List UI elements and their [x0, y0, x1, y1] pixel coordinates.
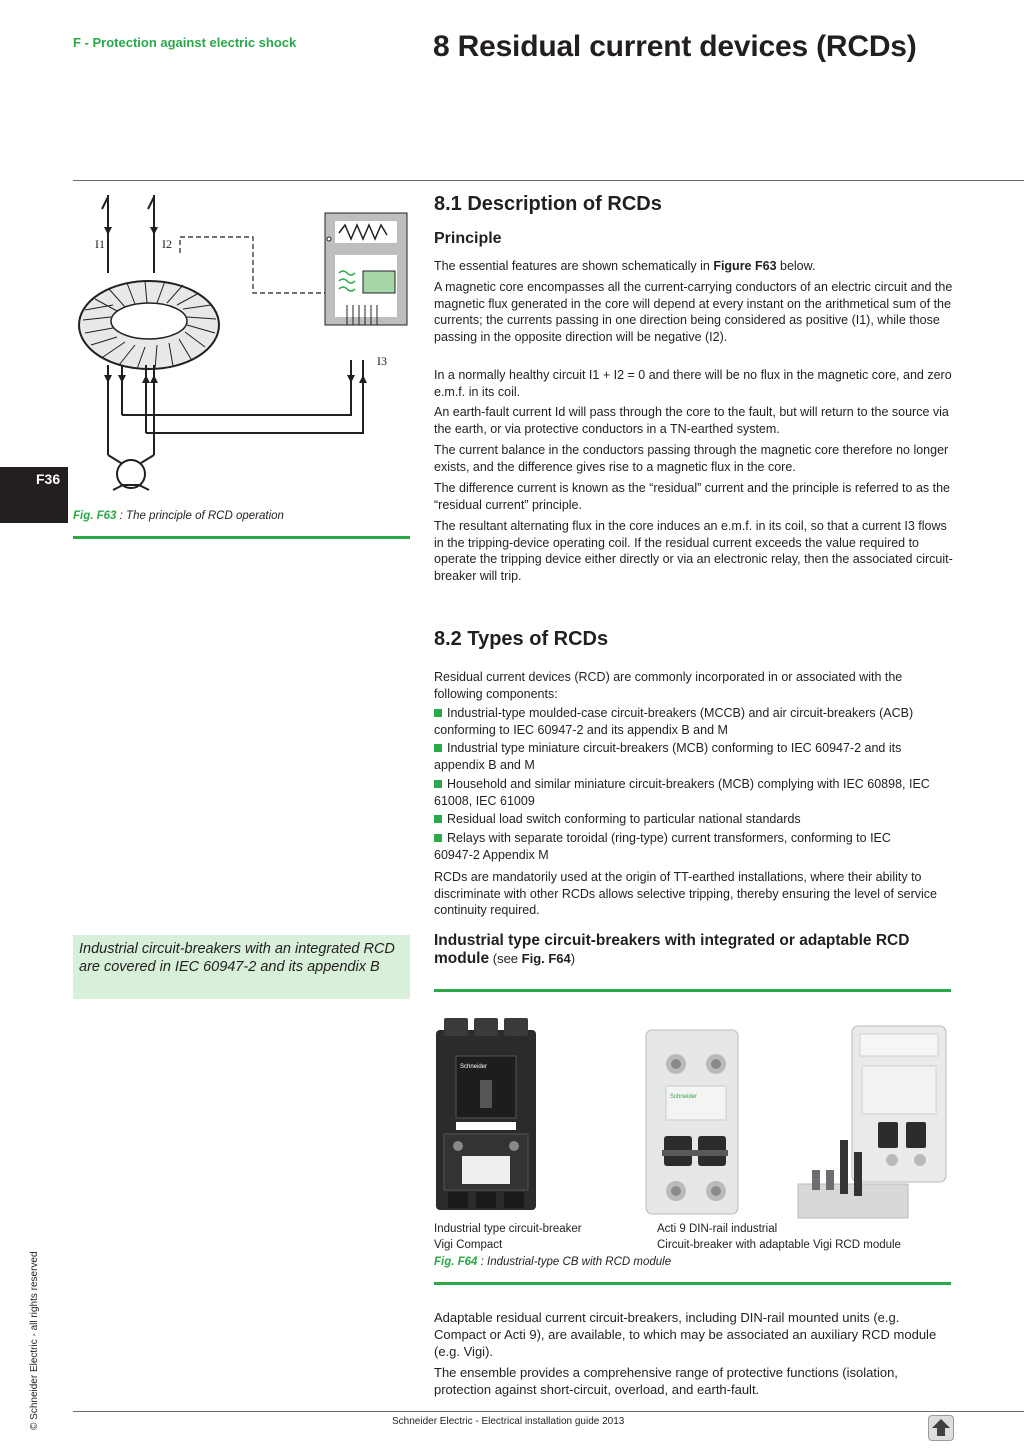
- paragraph-earth-fault: An earth-fault current Id will pass through the core to the fault, but will return to the source via the earth, or via protective conductors in a TN-earthed system.: [434, 405, 949, 436]
- bullet-text: Industrial type miniature circuit-breakers (MCB) conforming to IEC 60947-2 and its appendix B and M: [434, 741, 902, 772]
- figure-f64-caption: [434, 1256, 671, 1268]
- motor-symbol: [108, 455, 154, 490]
- bullet-text: Relays with separate toroidal (ring-type) current transformers, conforming to IEC 60947-2 Appendix M: [434, 831, 891, 862]
- bullet-item: [434, 705, 954, 738]
- product1-caption: [434, 1221, 582, 1253]
- paragraph-adaptable: Adaptable residual current circuit-breakers, including DIN-rail mounted units (e.g. Compact or Acti 9), are available, to which may be associated an auxiliary RCD module (e.g. Vigi).: [434, 1310, 937, 1359]
- acti9-mcb-image: [636, 1026, 748, 1216]
- paragraph-current-balance: The current balance in the conductors passing through the magnetic core therefore no longer exists, and the difference gives rise to a magnetic flux in the core.: [434, 443, 949, 474]
- up-arrow-icon: [929, 1416, 953, 1440]
- bullet-item: [434, 776, 954, 809]
- section-label: F - Protection against electric shock: [73, 35, 297, 50]
- note-sidebox: Industrial circuit-breakers with an integrated RCD are covered in IEC 60947-2 and its appendix B: [73, 935, 410, 999]
- figure-f63-rule: [73, 536, 410, 539]
- product1-line2: Vigi Compact: [434, 1239, 503, 1251]
- see-before: (see: [489, 951, 522, 966]
- top-divider: [73, 180, 1024, 181]
- figure-f63-ref: Figure F63: [713, 259, 777, 273]
- paragraph-healthy-circuit: In a normally healthy circuit I1 + I2 = 0 and there will be no flux in the magnetic core, and zero e.m.f. in its coil.: [434, 368, 952, 399]
- figure-f64-caption-text: : Industrial-type CB with RCD module: [477, 1256, 672, 1268]
- principle-subheading: Principle: [434, 230, 502, 247]
- product2-caption: [657, 1221, 901, 1253]
- industrial-heading-text: Industrial type circuit-breakers with integrated or adaptable RCD module: [434, 932, 910, 967]
- figure-f64-id: Fig. F64: [434, 1256, 478, 1268]
- paragraph-magnetic-core: A magnetic core encompasses all the current-carrying conductors of an electric circuit and the magnetic flux generated in the core will depend at every instant on the arithmetical sum of the currents; the currents passing in one direction being considered as positive (I1), while those passing in the opposite direction will be negative (I2).: [434, 280, 953, 344]
- page-number-tab: F36: [0, 467, 68, 523]
- bullet-text: Industrial-type moulded-case circuit-breakers (MCCB) and air circuit-breakers (ACB) conforming to IEC 60947-2 and its appendix B and M: [434, 706, 914, 737]
- label-i1: I1: [95, 237, 105, 251]
- brand-label: Schneider: [460, 1064, 488, 1070]
- bullet-item: [434, 830, 914, 863]
- bullet-square-icon: [434, 815, 442, 823]
- bullet-text: Household and similar miniature circuit-breakers (MCB) complying with IEC 60898, IEC 61008, IEC 61009: [434, 777, 930, 808]
- section-8-2-heading: 8.2 Types of RCDs: [434, 628, 609, 650]
- bullet-item: [434, 811, 954, 828]
- product2-line2: Circuit-breaker with adaptable Vigi RCD module: [657, 1239, 901, 1251]
- paragraph-intro: [434, 258, 954, 275]
- industrial-subsection-heading: [434, 932, 954, 968]
- bullet-text: Residual load switch conforming to particular national standards: [447, 812, 801, 826]
- tripping-device: [325, 213, 407, 325]
- rcd-principle-diagram: [73, 185, 418, 505]
- intro-before: The essential features are shown schematically in: [434, 259, 714, 273]
- paragraph-mandatory: RCDs are mandatorily used at the origin of TT-earthed installations, where their ability to discriminate with other RCDs allows selective tripping, thereby ensuring the level of service continuity required.: [434, 870, 937, 917]
- vigi-compact-image: [434, 1016, 538, 1212]
- chapter-title: 8 Residual current devices (RCDs): [433, 30, 917, 63]
- vigi-rcd-module-image: [796, 1020, 952, 1226]
- bullet-square-icon: [434, 780, 442, 788]
- bullet-square-icon: [434, 709, 442, 717]
- see-after: ): [570, 951, 576, 966]
- bottom-divider: [73, 1411, 1024, 1412]
- label-i3: I3: [377, 354, 387, 368]
- bullet-item: [434, 740, 954, 773]
- paragraph-ensemble: The ensemble provides a comprehensive range of protective functions (isolation, protection against short-circuit, overload, and earth-fault.: [434, 1365, 898, 1397]
- figure-f63-caption: [73, 510, 284, 522]
- bullet-square-icon: [434, 744, 442, 752]
- figure-f63-id: Fig. F63: [73, 510, 117, 522]
- intro-after: below.: [776, 259, 816, 273]
- bullet-square-icon: [434, 834, 442, 842]
- product2-line1: Acti 9 DIN-rail industrial: [657, 1223, 778, 1235]
- toroid-core: [79, 281, 219, 369]
- product1-line1: Industrial type circuit-breaker: [434, 1223, 582, 1235]
- section-8-1-heading: 8.1 Description of RCDs: [434, 193, 662, 215]
- types-intro: Residual current devices (RCD) are commonly incorporated in or associated with the following components:: [434, 670, 903, 701]
- brand-label: Schneider: [670, 1094, 698, 1100]
- label-i2: I2: [162, 237, 172, 251]
- figure-f64-ref: Fig. F64: [521, 951, 571, 966]
- paragraph-tripping: The resultant alternating flux in the core induces an e.m.f. in its coil, so that a current I3 flows in the tripping-device operating coil. If the residual current exceeds the value required to operate the tripping device either directly or via an electronic relay, then the associated circuit-breaker will trip.: [434, 519, 953, 583]
- figure-f63-caption-text: : The principle of RCD operation: [116, 510, 284, 522]
- back-to-top-button[interactable]: [928, 1415, 954, 1441]
- figure-f64-rule: [434, 1282, 951, 1285]
- industrial-rule: [434, 989, 951, 992]
- copyright-notice: © Schneider Electric - all rights reserved: [29, 1251, 40, 1430]
- paragraph-residual: The difference current is known as the “residual” current and the principle is referred to as the “residual current” principle.: [434, 481, 951, 512]
- footer-text: Schneider Electric - Electrical installation guide 2013: [392, 1416, 625, 1427]
